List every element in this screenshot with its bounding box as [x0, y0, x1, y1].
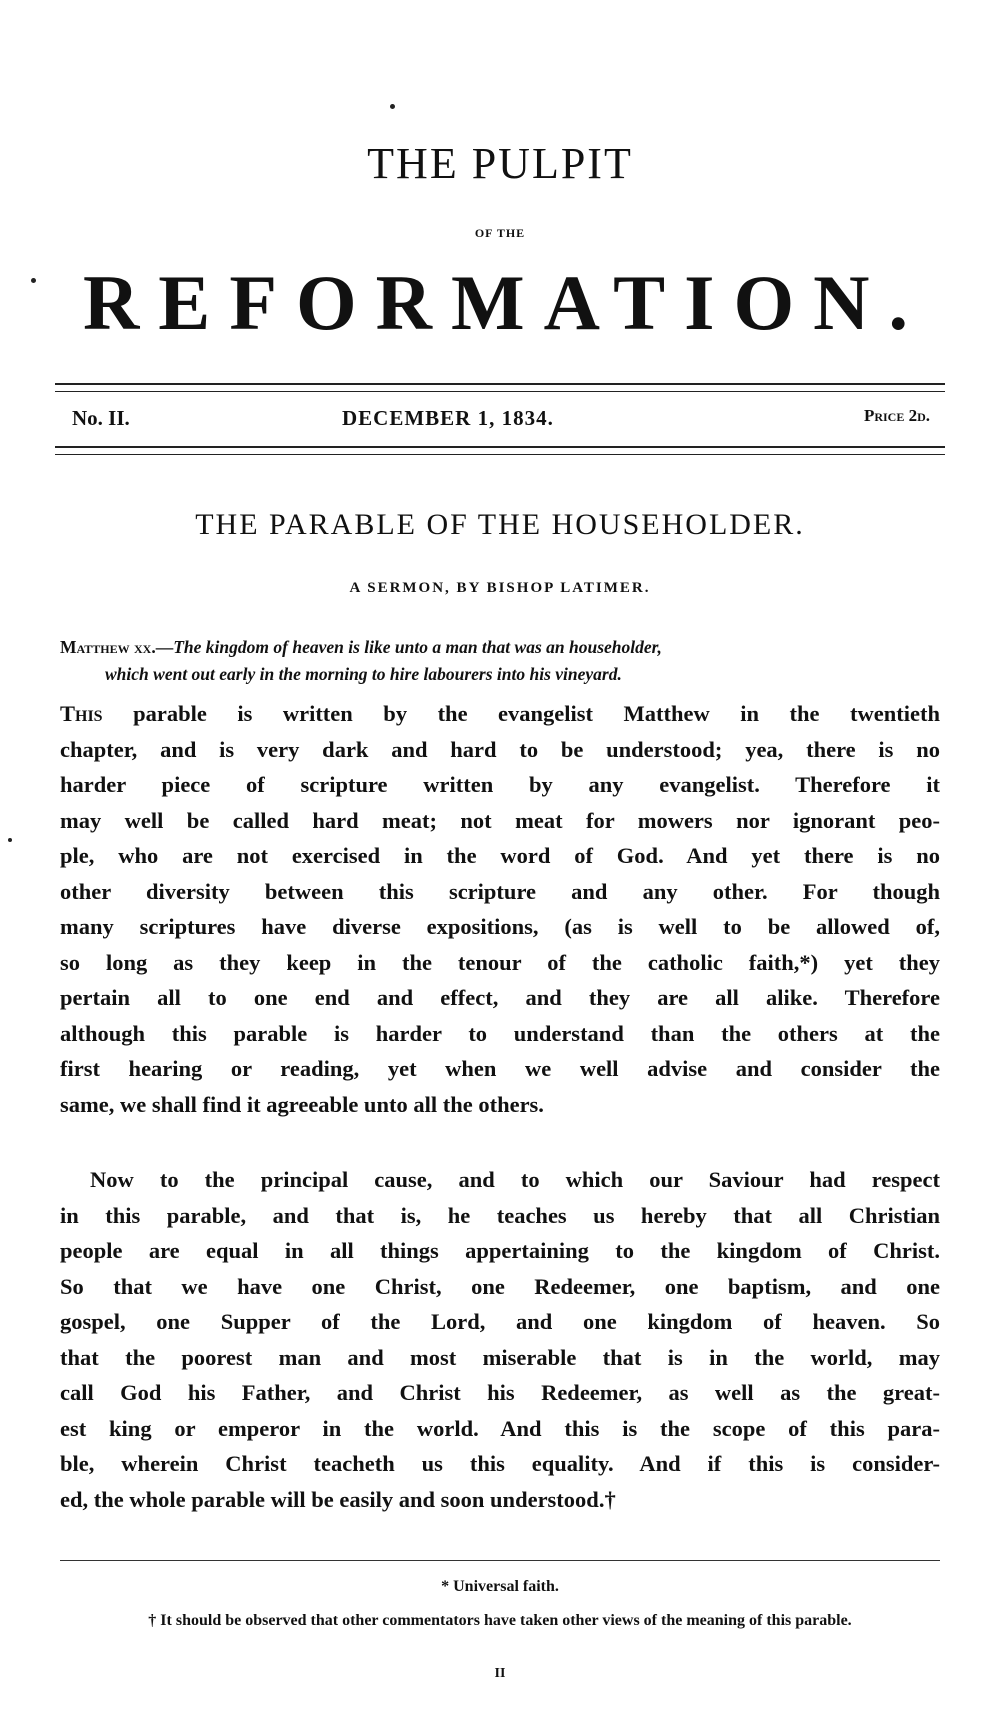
paragraph-line: chapter, and is very dark and hard to be understood; yea, there is no [60, 736, 940, 762]
masthead-line2: OF THE [474, 226, 526, 240]
paragraph-line: This parable is written by the evangelist Matthew in the twentieth [60, 701, 940, 726]
paragraph-line: may well be called hard meat; not meat for mowers nor ignorant peo- [60, 807, 940, 833]
footnote-1: * Universal faith. [441, 1578, 559, 1595]
paragraph-line: Now to the principal cause, and to which our Saviour had respect [90, 1167, 940, 1192]
paragraph-line: in this parable, and that is, he teaches us hereby that all Christian [60, 1202, 940, 1228]
paragraph-line: other diversity between this scripture and any other. For though [60, 878, 940, 904]
paragraph-line: that the poorest man and most miserable that is in the world, may [60, 1344, 940, 1370]
issue-date: DECEMBER 1, 1834. [342, 406, 554, 430]
paragraph-line: people are equal in all things appertaining to the kingdom of Christ. [60, 1238, 940, 1263]
paragraph-line: first hearing or reading, yet when we well advise and consider the [60, 1056, 940, 1081]
paragraph-line: although this parable is harder to understand than the others at the [60, 1020, 940, 1046]
paragraph-line: gospel, one Supper of the Lord, and one kingdom of heaven. So [60, 1309, 940, 1334]
sermon-title: THE PARABLE OF THE HOUSEHOLDER. [195, 508, 805, 541]
paragraph-2 [60, 1162, 940, 1517]
masthead-title: REFORMATION. [82, 259, 928, 346]
footnote-rule [60, 1560, 940, 1561]
footnote-2: † It should be observed that other commentators have taken other views of the meaning of this parable. [148, 1612, 852, 1629]
paragraph-line: same, we shall find it agreeable unto all the others. [60, 1091, 544, 1117]
paragraph-line: est king or emperor in the world. And this is the scope of this para- [60, 1415, 940, 1441]
printer-signature: II [494, 1666, 506, 1681]
issue-line [72, 406, 930, 436]
paragraph-line: so long as they keep in the tenour of the catholic faith,*) yet they [60, 949, 940, 975]
paragraph-line: many scriptures have diverse expositions, (as is well to be allowed of, [60, 914, 940, 939]
issue-number: No. II. [72, 406, 130, 430]
paragraph-line: ple, who are not exercised in the word of God. And yet there is no [60, 843, 940, 868]
epigraph-reference: Matthew xx.— [60, 637, 174, 657]
paragraph-line: ed, the whole parable will be easily and soon understood.† [60, 1486, 616, 1512]
paragraph-line: call God his Father, and Christ his Redeemer, as well as the great- [60, 1380, 940, 1405]
epigraph-line-2: which went out early in the morning to hire labourers into his vineyard. [105, 664, 622, 684]
issue-price: Price 2d. [863, 406, 930, 425]
paragraph-line: harder piece of scripture written by any evangelist. Therefore it [60, 772, 940, 797]
masthead-rule-bottom [55, 446, 945, 455]
paragraph-line: ble, wherein Christ teacheth us this equality. And if this is consider- [60, 1451, 940, 1476]
sermon-byline: A SERMON, BY BISHOP LATIMER. [349, 580, 651, 596]
paragraph-line: So that we have one Christ, one Redeemer, one baptism, and one [60, 1273, 940, 1299]
paragraph-1 [60, 696, 940, 1122]
epigraph [60, 634, 940, 688]
paragraph-line: pertain all to one end and effect, and they are all alike. Therefore [60, 985, 940, 1010]
lead-word: This [60, 701, 103, 726]
masthead-rule-top [55, 383, 945, 392]
masthead-line1: THE PULPIT [367, 139, 633, 188]
epigraph-line-1: The kingdom of heaven is like unto a man that was an householder, [173, 637, 662, 657]
